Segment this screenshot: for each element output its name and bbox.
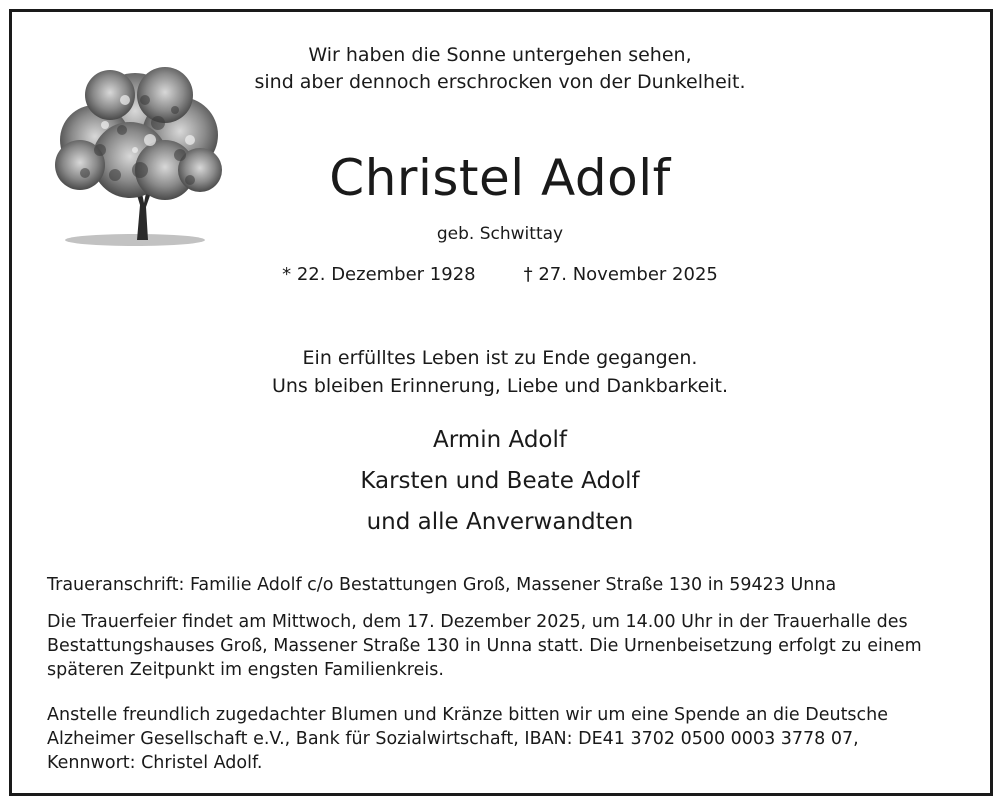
donation-line: Kennwort: Christel Adolf. bbox=[47, 753, 263, 773]
mourner-name: und alle Anverwandten bbox=[366, 509, 634, 535]
mourner-name: Armin Adolf bbox=[433, 427, 567, 453]
ceremony-line: späteren Zeitpunkt im engsten Familienkreis. bbox=[47, 660, 444, 680]
death-date: † 27. November 2025 bbox=[523, 264, 718, 285]
ceremony-line: Bestattungshauses Groß, Massener Straße 130 in Unna statt. Die Urnenbeisetzung erfolgt zu einem bbox=[47, 636, 922, 656]
maiden-name: geb. Schwittay bbox=[436, 224, 564, 244]
closing-words bbox=[180, 344, 820, 400]
deceased-name: Christel Adolf bbox=[329, 149, 671, 207]
donation-line: Alzheimer Gesellschaft e.V., Bank für Sozialwirtschaft, IBAN: DE41 3702 0500 0003 3778 07, bbox=[47, 729, 859, 749]
mourners-list bbox=[180, 420, 820, 543]
quote-line: sind aber dennoch erschrocken von der Dunkelheit. bbox=[254, 71, 746, 93]
mourner-name: Karsten und Beate Adolf bbox=[360, 468, 640, 494]
quote-line: Wir haben die Sonne untergehen sehen, bbox=[308, 44, 692, 66]
mourning-address: Traueranschrift: Familie Adolf c/o Bestattungen Groß, Massener Straße 130 in 59423 Unna bbox=[47, 575, 837, 595]
closing-line: Uns bleiben Erinnerung, Liebe und Dankbarkeit. bbox=[271, 375, 729, 397]
memorial-quote bbox=[180, 42, 820, 96]
donation-info bbox=[47, 703, 952, 775]
birth-date: * 22. Dezember 1928 bbox=[282, 264, 476, 285]
donation-line: Anstelle freundlich zugedachter Blumen und Kränze bitten wir um eine Spende an die Deutsche bbox=[47, 705, 889, 725]
closing-line: Ein erfülltes Leben ist zu Ende gegangen. bbox=[302, 347, 698, 369]
life-dates bbox=[180, 262, 820, 288]
ceremony-line: Die Trauerfeier findet am Mittwoch, dem 17. Dezember 2025, um 14.00 Uhr in der Trauerhalle des bbox=[47, 612, 908, 632]
ceremony-info bbox=[47, 610, 952, 682]
